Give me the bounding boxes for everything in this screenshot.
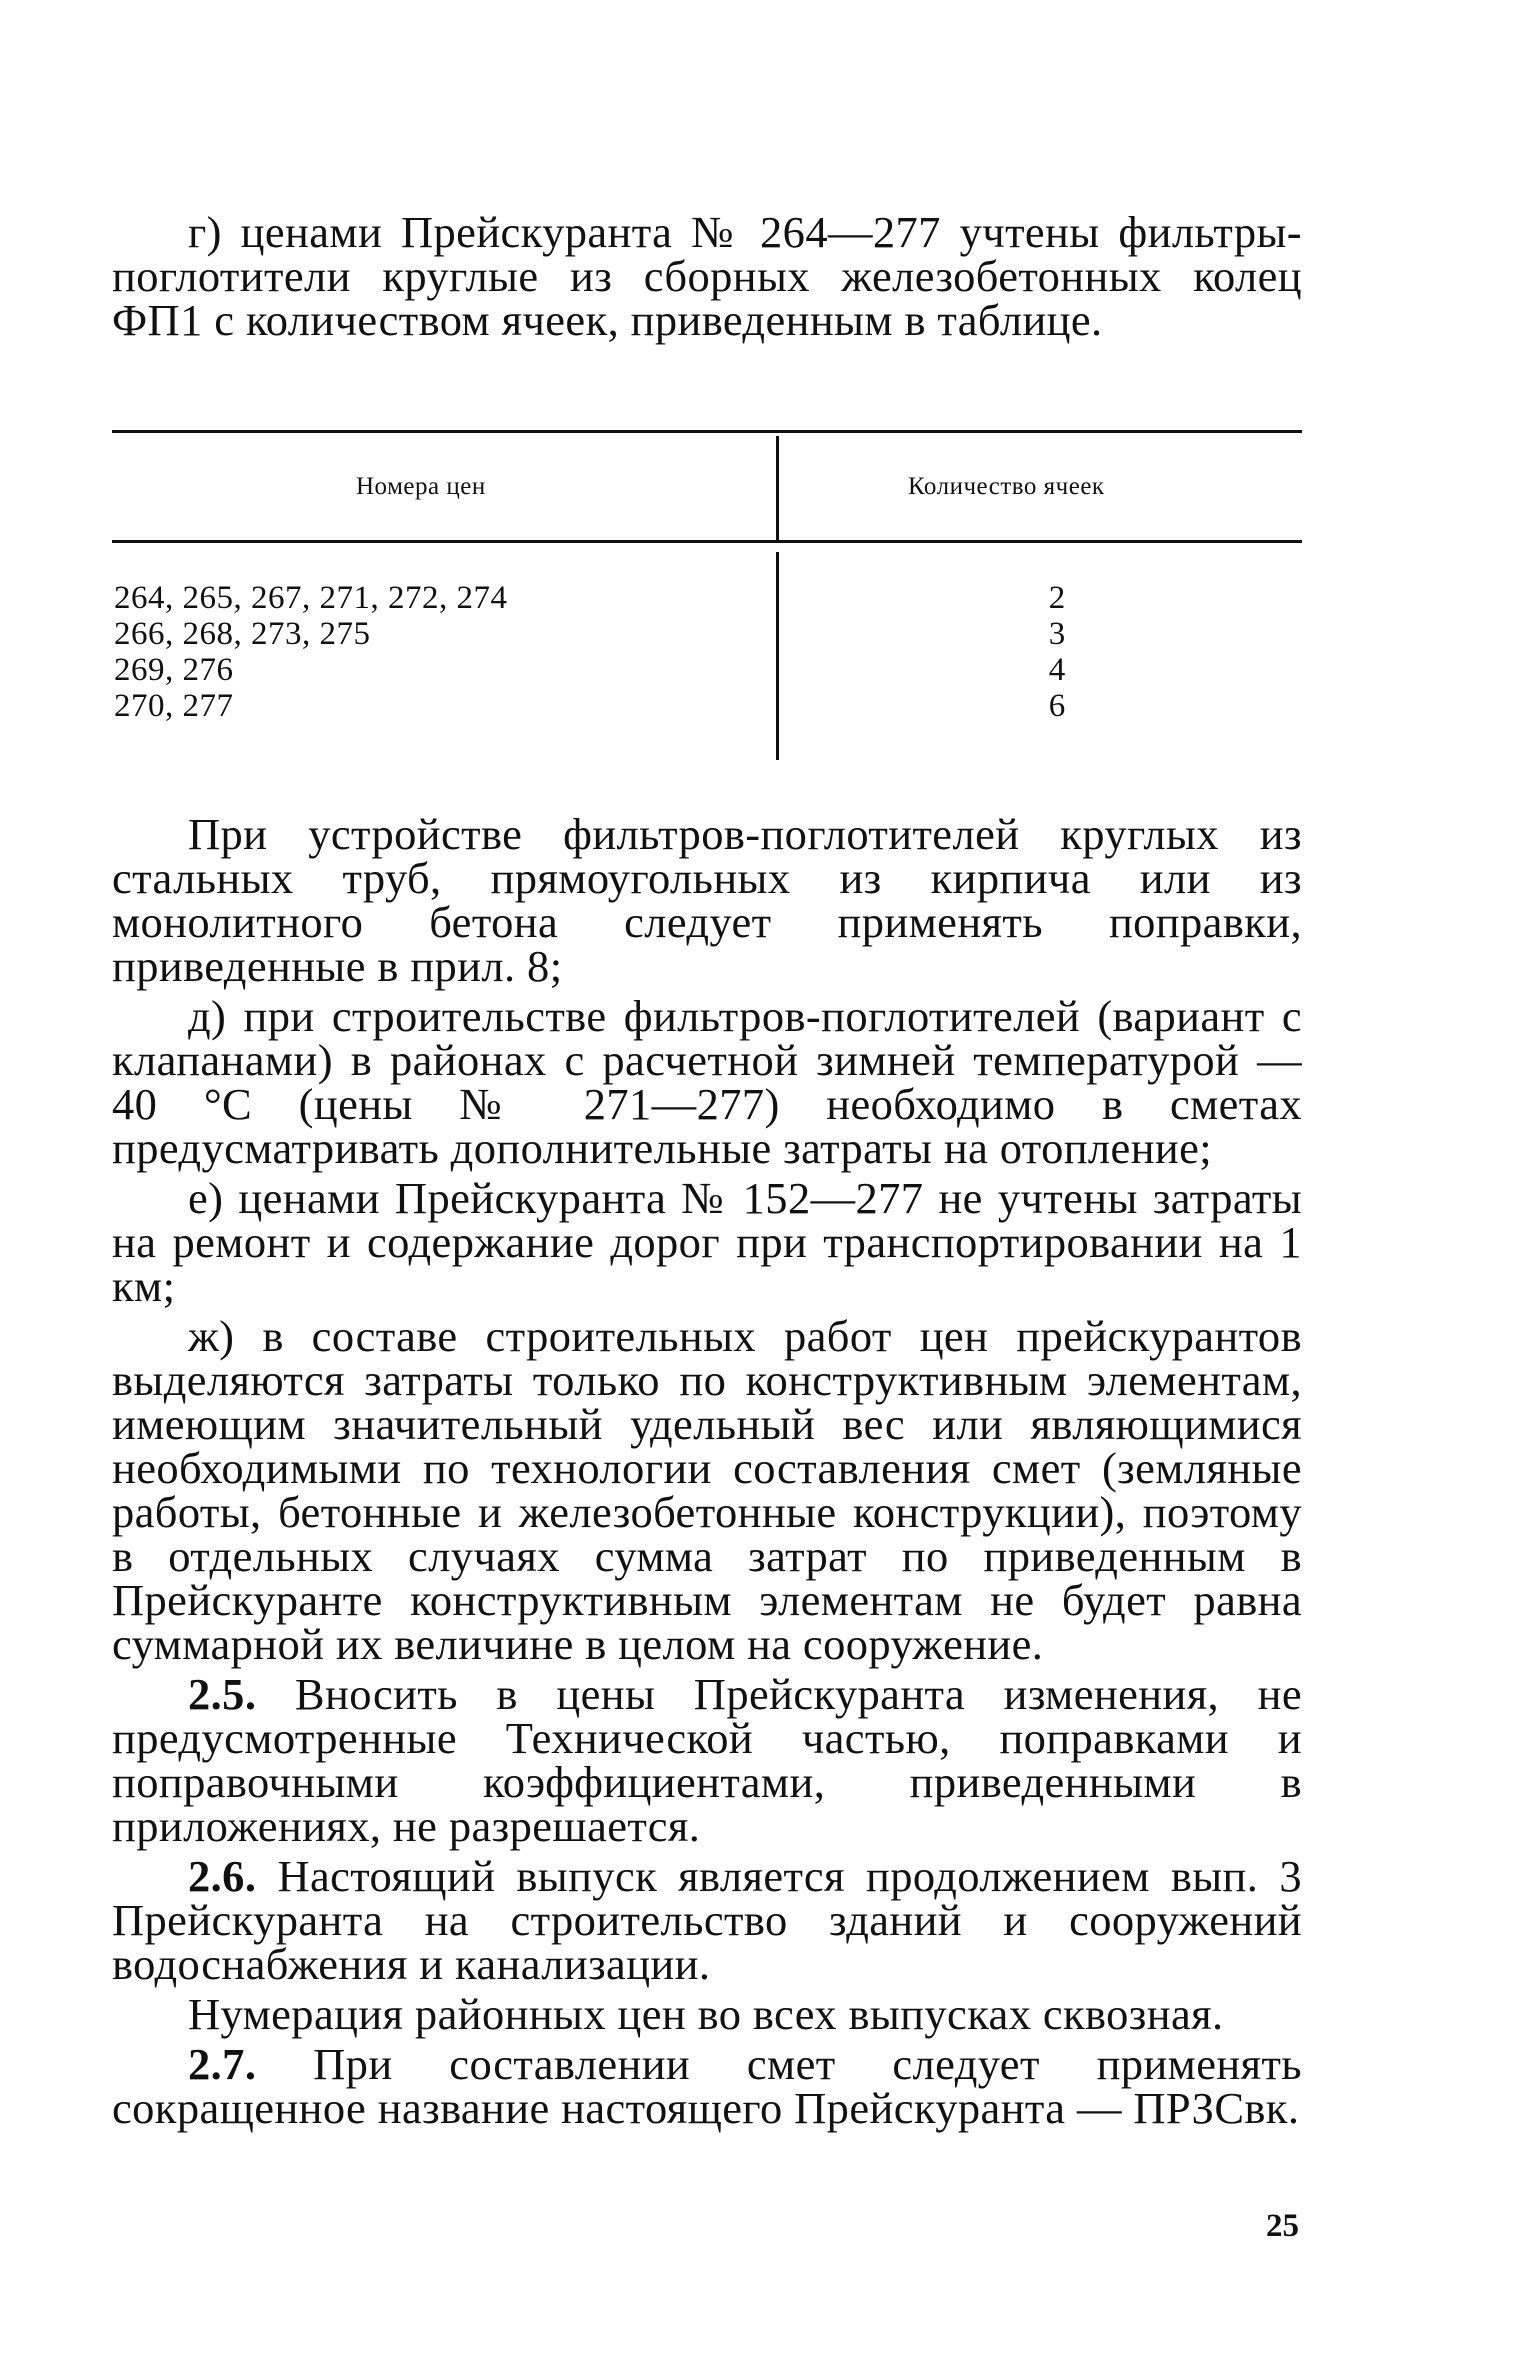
intro-section [112, 207, 1302, 348]
paragraph-e: е) ценами Прейскуранта № 152—277 не учтены затраты на ремонт и содержание дорог при транспортировании на 1 км; [112, 1173, 1302, 1311]
paragraph-g: г) ценами Прейскуранта № 264—277 учтены фильтры-поглотители круглые из сборных железобетонных колец ФП1 с количеством ячеек, приведенным в таблице. [112, 207, 1302, 345]
paragraph-2-5: 2.5. Вносить в цены Прейскуранта изменения, не предусмотренные Технической частью, поправками и поправочными коэффициентами, приведенными в приложениях, не разрешается. [112, 1669, 1302, 1851]
table-header-rule [112, 540, 1302, 543]
paragraph-numbering: Нумерация районных цен во всех выпусках сквозная. [188, 1989, 1224, 2039]
table-body-divider [776, 552, 779, 760]
paragraph-zh: ж) в составе строительных работ цен прейскурантов выделяются затраты только по конструктивным элементам, имеющим значительный удельный вес или являющимися необходимыми по технологии составления смет (земляные работы, бетонные и железобетонные конструкции), поэтому в отдельных случаях сумма затрат по приведенным в Прейскуранте конструктивным элементам не будет равна суммарной их величине в целом на сооружение. [112, 1311, 1302, 1669]
table-top-rule [112, 430, 1302, 433]
table-header-cells: Количество ячеек [908, 473, 1105, 500]
paragraph-2-7: 2.7. При составлении смет следует применять сокращенное название настоящего Прейскуранта — ПРЗСвк. [112, 2039, 1302, 2133]
body-section [112, 809, 1303, 2136]
paragraph-pril8: При устройстве фильтров-поглотителей круглых из стальных труб, прямоугольных из кирпича или из монолитного бетона следует применять поправки, приведенные в прил. 8; [112, 809, 1302, 991]
table-row-prices: 264, 265, 267, 271, 272, 274 [114, 580, 508, 616]
table-row-cells: 6 [1048, 688, 1066, 724]
table-header-divider [776, 436, 779, 540]
page-number: 25 [1266, 2208, 1299, 2244]
table-row-cells: 4 [1048, 652, 1066, 688]
table-row-prices: 270, 277 [114, 688, 234, 724]
table-row-cells: 3 [1048, 616, 1066, 652]
cells-table [112, 430, 1302, 760]
paragraph-d: д) при строительстве фильтров-поглотителей (вариант с клапанами) в районах с расчетной зимней температурой —40 °С (цены № 271—277) необходимо в сметах предусматривать дополнительные затраты на отопление; [112, 991, 1302, 1173]
table-row-cells: 2 [1048, 580, 1066, 616]
table-row-prices: 269, 276 [114, 652, 234, 688]
paragraph-2-6: 2.6. Настоящий выпуск является продолжением вып. 3 Прейскуранта на строительство зданий и сооружений водоснабжения и канализации. [112, 1851, 1303, 1989]
table-header-prices: Номера цен [356, 473, 486, 500]
table-row-prices: 266, 268, 273, 275 [114, 616, 371, 652]
